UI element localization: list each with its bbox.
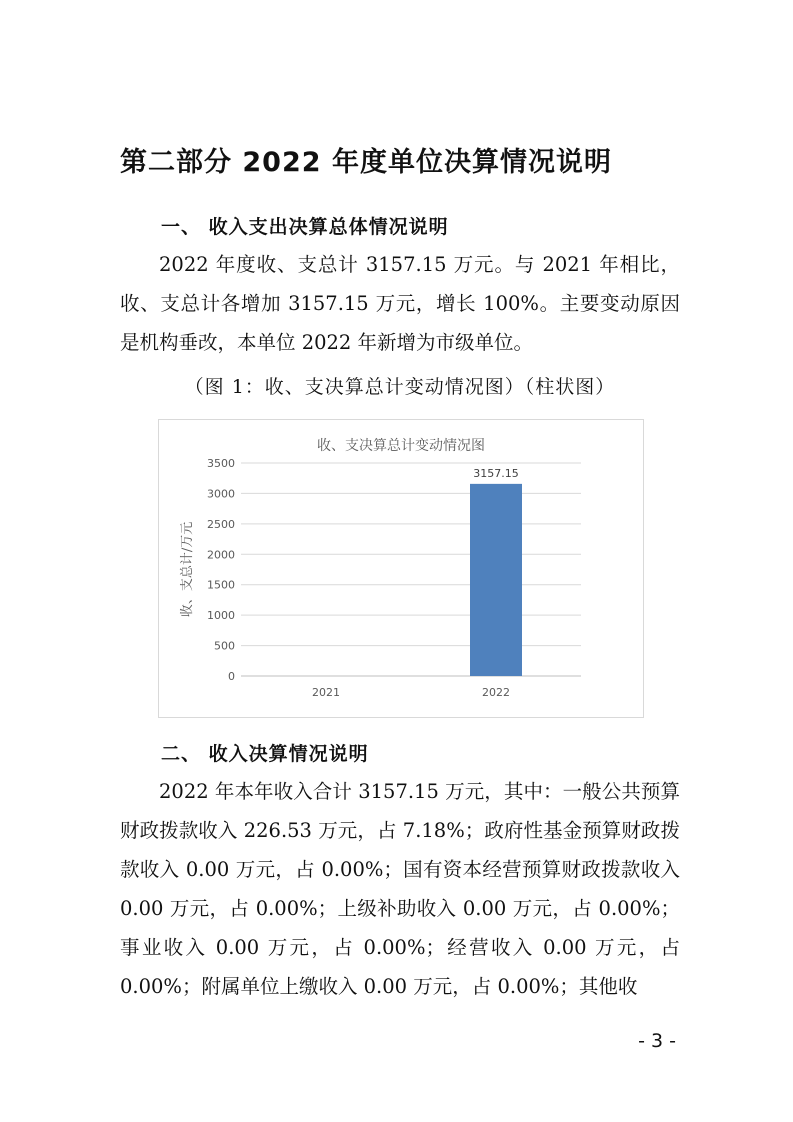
bar-2022 — [470, 484, 522, 676]
paragraph-overview: 2022 年度收、支总计 3157.15 万元。与 2021 年相比，收、支总计各增加 3157.15 万元，增长 100%。主要变动原因是机构垂改，本单位 2022 年新增为市级单位。 — [120, 253, 680, 354]
y-tick-label: 3500 — [207, 457, 235, 470]
y-tick-label: 500 — [214, 639, 235, 653]
data-label: 3157.15 — [473, 466, 519, 480]
y-tick-label: 0 — [228, 670, 235, 683]
page-title: 第二部分 2022 年度单位决算情况说明 — [120, 147, 612, 178]
figure-caption: （图 1：收、支决算总计变动情况图）（柱状图） — [184, 376, 616, 398]
y-tick-label: 3000 — [207, 487, 235, 501]
section-heading-overview: 一、 收入支出决算总体情况说明 — [161, 216, 449, 238]
chart-title: 收、支决算总计变动情况图 — [317, 438, 485, 454]
x-tick-label: 2022 — [482, 686, 510, 699]
y-tick-label: 1500 — [207, 578, 235, 592]
paragraph-income: 2022 年本年收入合计 3157.15 万元，其中：一般公共预算财政拨款收入 226.53 万元，占 7.18%；政府性基金预算财政拨款收入 0.00 万元，占 0.00%；国有资本经营预算财政拨款收入 0.00 万元，占 0.00%；上级补助收入 0.00 万元，占 0.00%；事业收入 0.00 万元，占 0.00%；经营收入 0.00 万元，占 0.00%；附属单位上缴收入 0.00 万元，占 0.00%；其他收 — [120, 780, 680, 998]
y-tick-label: 2000 — [207, 548, 235, 562]
bar-chart — [158, 419, 644, 718]
page-number: - 3 - — [638, 1030, 676, 1052]
y-tick-label: 1000 — [207, 609, 235, 623]
y-axis-label: 收、支总计/万元 — [180, 521, 195, 618]
x-tick-label: 2021 — [312, 686, 340, 699]
section-heading-income: 二、 收入决算情况说明 — [161, 743, 369, 765]
y-tick-label: 2500 — [207, 517, 235, 531]
bar-chart-svg — [159, 420, 643, 717]
